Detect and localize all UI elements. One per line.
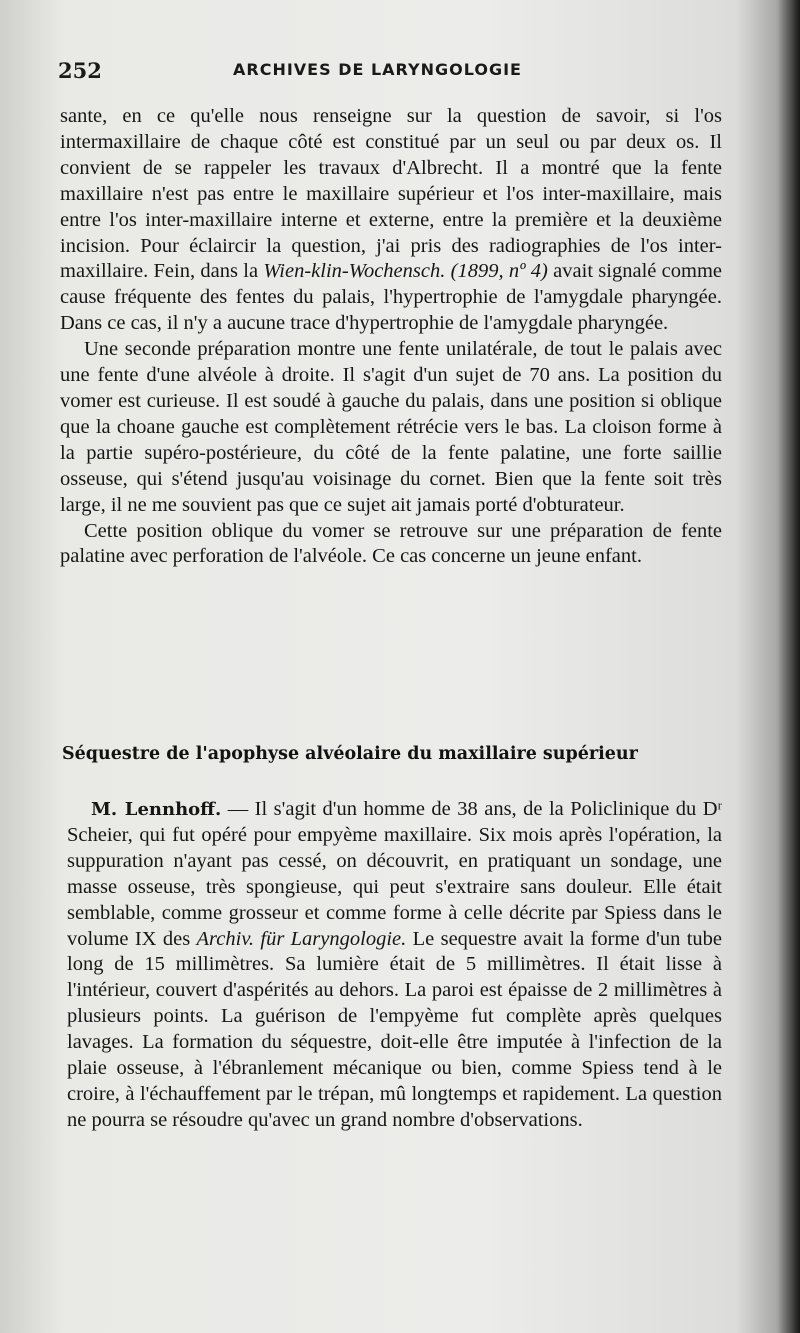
page-edge-shadow — [778, 0, 800, 1333]
paragraph-text: avait signalé comme cause fréquente des fentes du palais, l'hypertrophie de l'amygdale pharyngée. Dans ce cas, il n'y a aucune trace d'hypertrophie de l'amygdale pharyngée. — [60, 260, 723, 335]
text-block-lower — [67, 797, 722, 1134]
citation-year: (1899, nº 4) — [450, 260, 548, 283]
paragraph-text: Le sequestre avait la forme d'un tube long de 15 millimètres. Sa lumière était de 5 millimètres. Il était lisse à l'intérieur, couvert d'aspérités au dehors. La paroi est épaisse de 2 millimètres à plusieurs points. La guérison de l'empyème fut complète après quelques lavages. La formation du séquestre, doit-elle être imputée à l'infection de la plaie osseuse, à l'ébranlement mécanique ou bien, comme Spiess tend à le croire, à l'échauffement par le trépan, mû longtemps et rapidement. La question ne pourra se résoudre qu'avec un grand nombre d'observations. — [67, 927, 722, 1131]
paragraph-text: sante, en ce qu'elle nous renseigne sur la question de savoir, si l'os intermaxillaire de chaque côté est constitué par un seul ou par deux os. Il convient de se rappeler les travaux d'Albrecht. Il a montré que la fente maxillaire n'est pas entre le maxillaire supérieur et l'os inter-maxillaire, mais entre l'os inter-maxillaire interne et externe, entre la première et la deuxième incision. Pour éclaircir la question, j'ai pris des radiographies de l'os inter-maxillaire. Fein, dans la — [60, 105, 722, 283]
paragraph-text: — Il s'agit d'un homme de 38 ans, de la Policlinique du Dʳ Scheier, qui fut opéré pour empyème maxillaire. Six mois après l'opération, la suppuration n'ayant pas cessé, on découvrit, en pratiquant un sondage, une masse osseuse, très spongieuse, qui peut s'extraire sans douleur. Elle était semblable, comme grosseur et comme forme à celle décrite par Spiess dans le volume IX des — [67, 798, 723, 950]
running-head — [58, 58, 718, 88]
paragraph-oblique-vomer: Cette position oblique du vomer se retrouve sur une préparation de fente palatine avec perforation de l'alvéole. Ce cas concerne un jeune enfant. — [60, 519, 722, 568]
journal-reference: Wien-klin-Wochensch. — [263, 260, 446, 283]
paragraph-lennhoff — [67, 797, 722, 1134]
text-block-upper — [60, 104, 722, 570]
speaker-name: M. Lennhoff. — [91, 799, 222, 820]
paragraph-second-preparation: Une seconde préparation montre une fente unilatérale, de tout le palais avec une fente d'une alvéole à droite. Il s'agit d'un sujet de 70 ans. La position du vomer est curieuse. Il est soudé à gauche du palais, dans une position si oblique que la choane gauche est complètement rétrécie vers le bas. La cloison forme à la partie supéro-postérieure, du côté de la fente palatine, une forte saillie osseuse, qui s'étend jusqu'au voisinage du cornet. Bien que la fente soit très large, il ne me souvient pas que ce sujet ait jamais porté d'obturateur. — [60, 338, 722, 516]
section-heading: Séquestre de l'apophyse alvéolaire du maxillaire supérieur — [62, 744, 638, 764]
journal-reference: Archiv. für Laryngologie. — [196, 927, 407, 950]
journal-title: ARCHIVES DE LARYNGOLOGIE — [233, 60, 522, 79]
page-number: 252 — [58, 58, 102, 83]
paragraph-continuation — [60, 104, 722, 337]
